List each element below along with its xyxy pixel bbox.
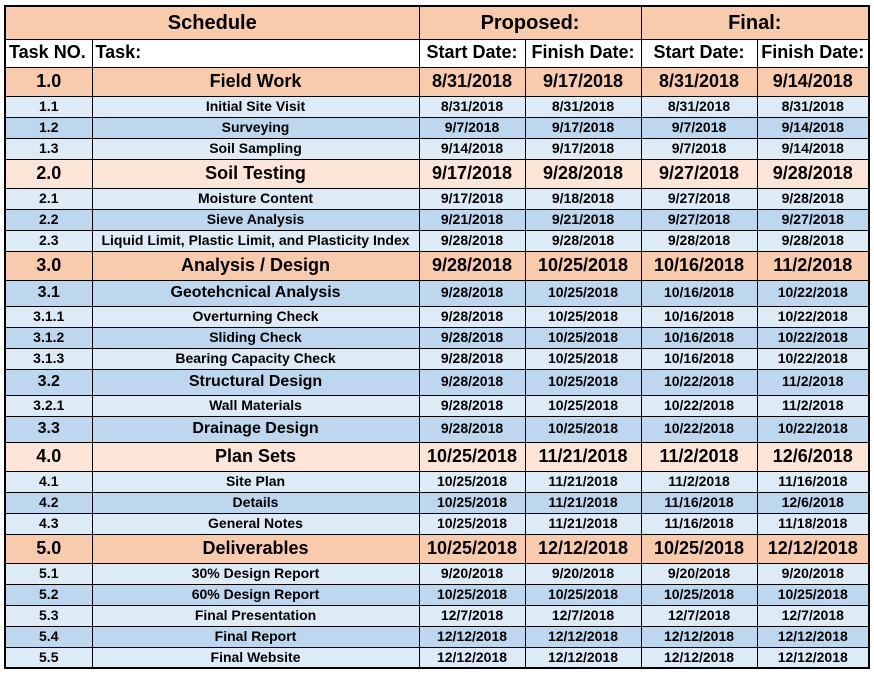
proposed-start-date-cell: 10/25/2018: [419, 513, 525, 534]
proposed-start-date-cell: 12/7/2018: [419, 605, 525, 626]
proposed-finish-date-cell: 10/25/2018: [525, 416, 641, 442]
task-name-cell: Drainage Design: [92, 416, 419, 442]
task-name-cell: Wall Materials: [92, 395, 419, 416]
final-start-date-cell: 9/20/2018: [641, 563, 757, 584]
proposed-finish-date-cell: 9/18/2018: [525, 188, 641, 209]
proposed-finish-date-cell: 10/25/2018: [525, 369, 641, 395]
task-no-cell: 1.2: [5, 117, 92, 138]
final-start-date-cell: 8/31/2018: [641, 96, 757, 117]
final-start-date-cell: 10/16/2018: [641, 251, 757, 280]
final-finish-date-cell: 10/22/2018: [757, 306, 869, 327]
proposed-finish-date-cell: 10/25/2018: [525, 306, 641, 327]
proposed-start-date-cell: 9/28/2018: [419, 280, 525, 306]
task-no-cell: 5.3: [5, 605, 92, 626]
final-finish-date-cell: 9/28/2018: [757, 159, 869, 188]
proposed-start-date-cell: 9/28/2018: [419, 306, 525, 327]
proposed-finish-date-cell: 12/12/2018: [525, 647, 641, 668]
final-start-date-cell: 12/12/2018: [641, 647, 757, 668]
final-finish-date-cell: 10/22/2018: [757, 416, 869, 442]
proposed-finish-date-cell: 10/25/2018: [525, 584, 641, 605]
task-row: [5, 348, 869, 369]
proposed-finish-date-cell: 11/21/2018: [525, 513, 641, 534]
schedule-table: [4, 5, 870, 669]
task-name-cell: 60% Design Report: [92, 584, 419, 605]
final-finish-date-cell: 12/6/2018: [757, 442, 869, 471]
task-no-cell: 3.2: [5, 369, 92, 395]
proposed-finish-date-cell: 12/12/2018: [525, 534, 641, 563]
final-finish-date-cell: 10/22/2018: [757, 327, 869, 348]
proposed-start-date-cell: 8/31/2018: [419, 67, 525, 96]
final-finish-date-column-header: Finish Date:: [757, 39, 869, 67]
final-finish-date-cell: 8/31/2018: [757, 96, 869, 117]
section-row: [5, 416, 869, 442]
task-no-cell: 3.1.2: [5, 327, 92, 348]
task-no-cell: 5.1: [5, 563, 92, 584]
proposed-finish-date-cell: 11/21/2018: [525, 492, 641, 513]
proposed-start-date-cell: 10/25/2018: [419, 471, 525, 492]
page: [4, 5, 870, 669]
proposed-finish-date-column-header: Finish Date:: [525, 39, 641, 67]
final-start-date-cell: 10/16/2018: [641, 306, 757, 327]
final-finish-date-cell: 11/18/2018: [757, 513, 869, 534]
task-no-cell: 2.3: [5, 230, 92, 251]
task-no-column-header: Task NO.: [5, 39, 92, 67]
task-name-cell: Final Report: [92, 626, 419, 647]
task-row: [5, 605, 869, 626]
proposed-finish-date-cell: 9/17/2018: [525, 117, 641, 138]
schedule-header: Schedule: [5, 6, 419, 39]
proposed-start-date-cell: 9/28/2018: [419, 395, 525, 416]
task-row: [5, 96, 869, 117]
task-row: [5, 626, 869, 647]
task-no-cell: 5.2: [5, 584, 92, 605]
phase-row: [5, 159, 869, 188]
final-start-date-cell: 10/22/2018: [641, 416, 757, 442]
final-start-date-cell: 10/25/2018: [641, 534, 757, 563]
task-no-cell: 1.1: [5, 96, 92, 117]
final-start-date-cell: 11/16/2018: [641, 492, 757, 513]
task-row: [5, 471, 869, 492]
proposed-start-date-cell: 9/21/2018: [419, 209, 525, 230]
task-row: [5, 395, 869, 416]
proposed-start-date-cell: 9/28/2018: [419, 348, 525, 369]
proposed-finish-date-cell: 9/28/2018: [525, 159, 641, 188]
proposed-finish-date-cell: 9/21/2018: [525, 209, 641, 230]
phase-row: [5, 251, 869, 280]
proposed-finish-date-cell: 12/7/2018: [525, 605, 641, 626]
final-finish-date-cell: 11/2/2018: [757, 251, 869, 280]
proposed-finish-date-cell: 10/25/2018: [525, 348, 641, 369]
task-no-cell: 4.0: [5, 442, 92, 471]
task-name-cell: Details: [92, 492, 419, 513]
final-start-date-cell: 12/7/2018: [641, 605, 757, 626]
final-header: Final:: [641, 6, 869, 39]
task-name-cell: Moisture Content: [92, 188, 419, 209]
task-no-cell: 5.5: [5, 647, 92, 668]
final-start-date-cell: 9/7/2018: [641, 117, 757, 138]
proposed-finish-date-cell: 10/25/2018: [525, 251, 641, 280]
final-start-date-cell: 10/16/2018: [641, 280, 757, 306]
final-finish-date-cell: 10/25/2018: [757, 584, 869, 605]
task-no-cell: 5.0: [5, 534, 92, 563]
final-start-date-cell: 11/16/2018: [641, 513, 757, 534]
task-column-header: Task:: [92, 39, 419, 67]
section-row: [5, 280, 869, 306]
final-start-date-cell: 10/22/2018: [641, 369, 757, 395]
task-name-cell: Soil Testing: [92, 159, 419, 188]
final-start-date-cell: 9/27/2018: [641, 209, 757, 230]
task-row: [5, 188, 869, 209]
proposed-finish-date-cell: 8/31/2018: [525, 96, 641, 117]
task-name-cell: Overturning Check: [92, 306, 419, 327]
task-row: [5, 230, 869, 251]
proposed-start-date-cell: 10/25/2018: [419, 534, 525, 563]
task-name-cell: Field Work: [92, 67, 419, 96]
final-finish-date-cell: 12/12/2018: [757, 534, 869, 563]
final-finish-date-cell: 9/14/2018: [757, 67, 869, 96]
task-row: [5, 306, 869, 327]
final-finish-date-cell: 10/22/2018: [757, 280, 869, 306]
proposed-start-date-cell: 12/12/2018: [419, 626, 525, 647]
final-start-date-cell: 9/7/2018: [641, 138, 757, 159]
task-row: [5, 492, 869, 513]
final-start-date-cell: 10/22/2018: [641, 395, 757, 416]
task-name-cell: 30% Design Report: [92, 563, 419, 584]
proposed-start-date-cell: 9/28/2018: [419, 416, 525, 442]
proposed-start-date-cell: 9/28/2018: [419, 230, 525, 251]
proposed-start-date-cell: 9/28/2018: [419, 369, 525, 395]
proposed-start-date-cell: 9/20/2018: [419, 563, 525, 584]
proposed-start-date-cell: 10/25/2018: [419, 492, 525, 513]
final-start-date-cell: 11/2/2018: [641, 442, 757, 471]
task-name-cell: Structural Design: [92, 369, 419, 395]
task-name-cell: Bearing Capacity Check: [92, 348, 419, 369]
proposed-finish-date-cell: 9/20/2018: [525, 563, 641, 584]
final-finish-date-cell: 10/22/2018: [757, 348, 869, 369]
task-name-cell: Geotehcnical Analysis: [92, 280, 419, 306]
task-name-cell: Site Plan: [92, 471, 419, 492]
final-start-date-cell: 10/16/2018: [641, 348, 757, 369]
final-start-date-cell: 8/31/2018: [641, 67, 757, 96]
task-row: [5, 117, 869, 138]
column-header-row: [5, 39, 869, 67]
proposed-start-date-cell: 8/31/2018: [419, 96, 525, 117]
task-no-cell: 5.4: [5, 626, 92, 647]
proposed-header: Proposed:: [419, 6, 641, 39]
proposed-finish-date-cell: 9/17/2018: [525, 67, 641, 96]
final-finish-date-cell: 12/7/2018: [757, 605, 869, 626]
final-start-date-cell: 9/27/2018: [641, 188, 757, 209]
proposed-finish-date-cell: 9/28/2018: [525, 230, 641, 251]
final-start-date-cell: 11/2/2018: [641, 471, 757, 492]
task-no-cell: 4.3: [5, 513, 92, 534]
task-name-cell: Plan Sets: [92, 442, 419, 471]
final-start-date-cell: 9/28/2018: [641, 230, 757, 251]
task-name-cell: Liquid Limit, Plastic Limit, and Plasticity Index: [92, 230, 419, 251]
final-finish-date-cell: 9/28/2018: [757, 230, 869, 251]
task-name-cell: Surveying: [92, 117, 419, 138]
task-no-cell: 1.3: [5, 138, 92, 159]
proposed-start-date-cell: 10/25/2018: [419, 584, 525, 605]
final-finish-date-cell: 9/14/2018: [757, 138, 869, 159]
final-finish-date-cell: 11/16/2018: [757, 471, 869, 492]
task-no-cell: 3.0: [5, 251, 92, 280]
final-start-date-cell: 9/27/2018: [641, 159, 757, 188]
proposed-finish-date-cell: 11/21/2018: [525, 442, 641, 471]
task-row: [5, 563, 869, 584]
task-no-cell: 4.2: [5, 492, 92, 513]
final-finish-date-cell: 12/6/2018: [757, 492, 869, 513]
proposed-start-date-cell: 9/28/2018: [419, 327, 525, 348]
task-name-cell: Sieve Analysis: [92, 209, 419, 230]
task-row: [5, 647, 869, 668]
final-finish-date-cell: 12/12/2018: [757, 647, 869, 668]
proposed-start-date-cell: 9/17/2018: [419, 188, 525, 209]
task-name-cell: Initial Site Visit: [92, 96, 419, 117]
group-header-row: [5, 6, 869, 39]
task-no-cell: 2.0: [5, 159, 92, 188]
proposed-finish-date-cell: 10/25/2018: [525, 395, 641, 416]
task-no-cell: 3.1.1: [5, 306, 92, 327]
final-finish-date-cell: 9/20/2018: [757, 563, 869, 584]
final-finish-date-cell: 9/27/2018: [757, 209, 869, 230]
task-no-cell: 3.3: [5, 416, 92, 442]
proposed-start-date-cell: 9/17/2018: [419, 159, 525, 188]
phase-row: [5, 442, 869, 471]
final-finish-date-cell: 9/14/2018: [757, 117, 869, 138]
task-row: [5, 209, 869, 230]
task-name-cell: General Notes: [92, 513, 419, 534]
proposed-finish-date-cell: 10/25/2018: [525, 327, 641, 348]
proposed-start-date-cell: 10/25/2018: [419, 442, 525, 471]
task-no-cell: 3.2.1: [5, 395, 92, 416]
final-finish-date-cell: 11/2/2018: [757, 395, 869, 416]
phase-row: [5, 534, 869, 563]
proposed-finish-date-cell: 12/12/2018: [525, 626, 641, 647]
task-no-cell: 4.1: [5, 471, 92, 492]
proposed-finish-date-cell: 10/25/2018: [525, 280, 641, 306]
task-no-cell: 1.0: [5, 67, 92, 96]
proposed-start-date-cell: 9/28/2018: [419, 251, 525, 280]
task-no-cell: 2.1: [5, 188, 92, 209]
task-row: [5, 327, 869, 348]
task-no-cell: 2.2: [5, 209, 92, 230]
proposed-start-date-cell: 12/12/2018: [419, 647, 525, 668]
section-row: [5, 369, 869, 395]
final-finish-date-cell: 12/12/2018: [757, 626, 869, 647]
proposed-start-date-cell: 9/7/2018: [419, 117, 525, 138]
proposed-finish-date-cell: 11/21/2018: [525, 471, 641, 492]
proposed-start-date-cell: 9/14/2018: [419, 138, 525, 159]
final-finish-date-cell: 11/2/2018: [757, 369, 869, 395]
task-name-cell: Final Website: [92, 647, 419, 668]
final-start-date-cell: 10/25/2018: [641, 584, 757, 605]
final-finish-date-cell: 9/28/2018: [757, 188, 869, 209]
task-row: [5, 513, 869, 534]
proposed-finish-date-cell: 9/17/2018: [525, 138, 641, 159]
task-no-cell: 3.1: [5, 280, 92, 306]
task-name-cell: Final Presentation: [92, 605, 419, 626]
task-row: [5, 584, 869, 605]
task-name-cell: Deliverables: [92, 534, 419, 563]
final-start-date-cell: 10/16/2018: [641, 327, 757, 348]
task-name-cell: Sliding Check: [92, 327, 419, 348]
task-no-cell: 3.1.3: [5, 348, 92, 369]
proposed-start-date-column-header: Start Date:: [419, 39, 525, 67]
final-start-date-cell: 12/12/2018: [641, 626, 757, 647]
final-start-date-column-header: Start Date:: [641, 39, 757, 67]
task-name-cell: Analysis / Design: [92, 251, 419, 280]
phase-row: [5, 67, 869, 96]
task-name-cell: Soil Sampling: [92, 138, 419, 159]
task-row: [5, 138, 869, 159]
